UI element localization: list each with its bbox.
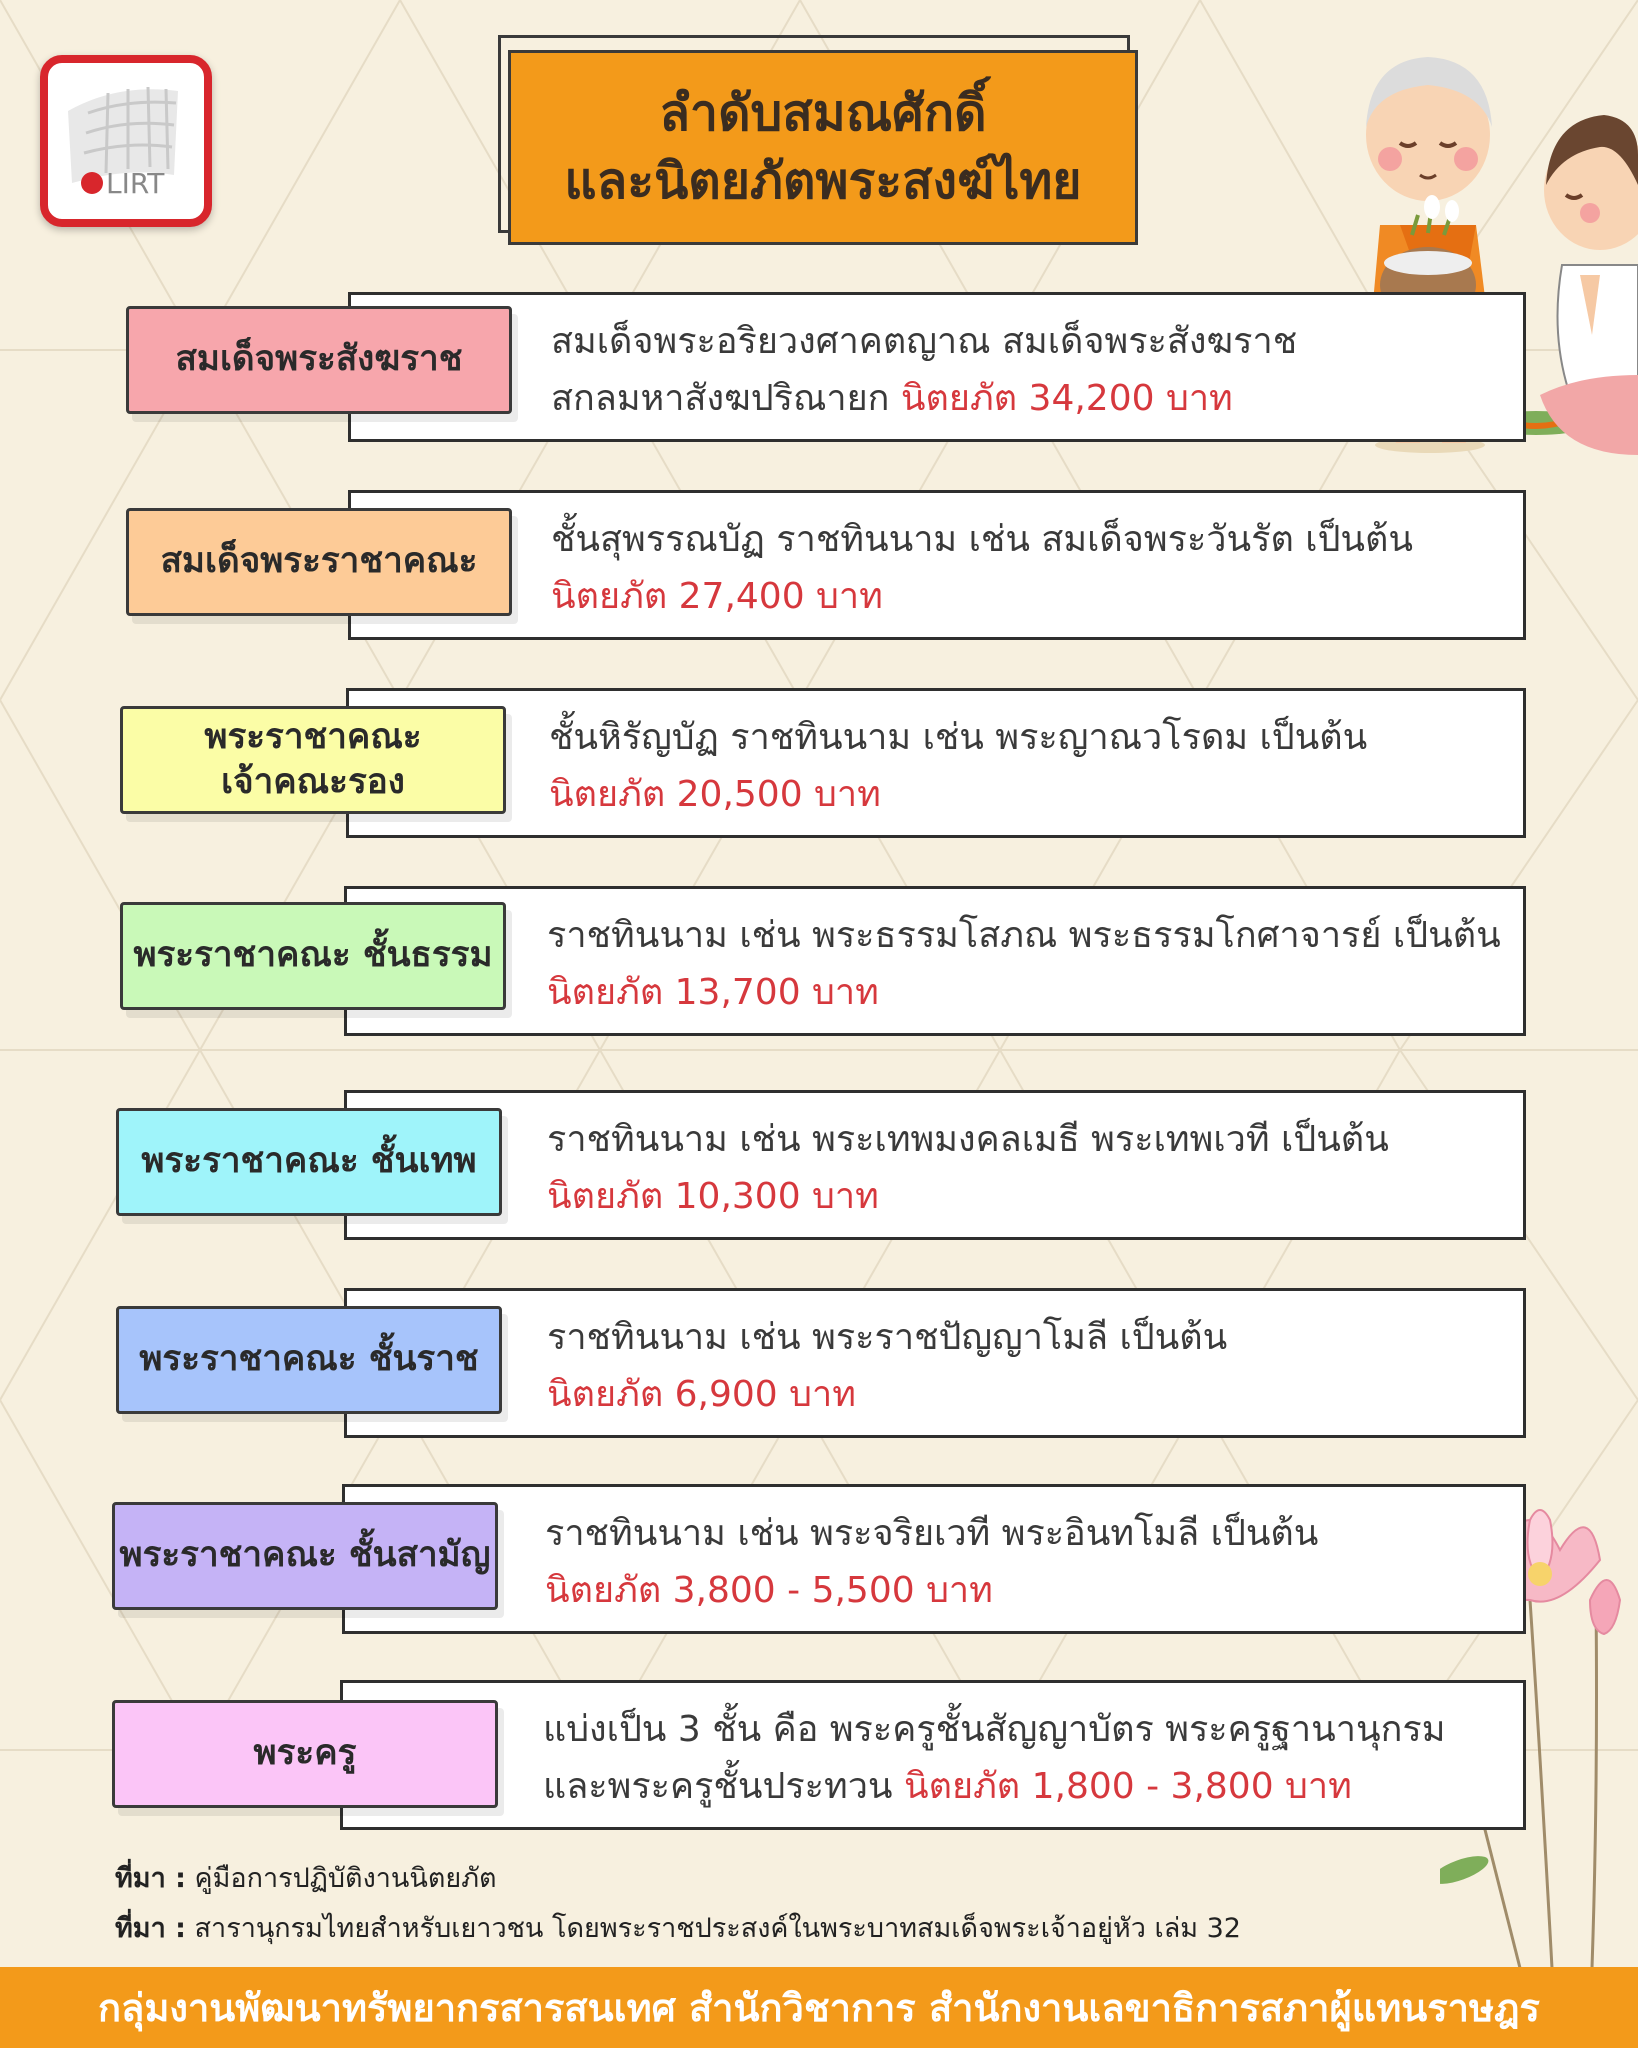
- rank-description-box: [348, 292, 1526, 442]
- footer-banner: [0, 1967, 1638, 2048]
- description-line-2: [551, 568, 1507, 625]
- rank-label-phra-khru: [112, 1700, 498, 1808]
- rank-description: [551, 313, 1507, 427]
- source-text: คู่มือการปฏิบัติงานนิตยภัต: [185, 1863, 497, 1894]
- stipend-amount: นิตยภัต 1,800 - 3,800 บาท: [903, 1766, 1352, 1807]
- description-line-2: [543, 1758, 1507, 1815]
- svg-text:LIRT: LIRT: [106, 167, 165, 200]
- rank-description: [547, 907, 1507, 1021]
- description-line-1: ราชทินนาม เช่น พระจริยเวที พระอินทโมลี เป็นต้น: [545, 1513, 1319, 1554]
- rank-label-text: พระครู: [253, 1733, 357, 1774]
- rank-label-text: สมเด็จพระราชาคณะ: [160, 541, 478, 582]
- rank-description: [549, 709, 1507, 823]
- title-line-1: ลำดับสมณศักดิ์: [659, 84, 987, 142]
- page-title: [508, 50, 1138, 245]
- stipend-amount: นิตยภัต 34,200 บาท: [900, 378, 1233, 419]
- rank-label-phra-rachakhana-chao-khana-rong: [120, 706, 506, 814]
- description-line-1: ราชทินนาม เช่น พระเทพมงคลเมธี พระเทพเวที เป็นต้น: [547, 1119, 1389, 1160]
- description-line-2: [547, 1168, 1507, 1225]
- footer-text: กลุ่มงานพัฒนาทรัพยากรสารสนเทศ สำนักวิชาการ สำนักงานเลขาธิการสภาผู้แทนราษฎร: [98, 1986, 1540, 2030]
- description-line-1: ราชทินนาม เช่น พระธรรมโสภณ พระธรรมโกศาจารย์ เป็นต้น: [547, 915, 1501, 956]
- description-line-2: [551, 370, 1507, 427]
- rank-label-text: พระราชาคณะ ชั้นเทพ: [141, 1141, 477, 1182]
- rank-description-box: [344, 1288, 1526, 1438]
- rank-description: [551, 511, 1507, 625]
- description-line-2: [547, 1366, 1507, 1423]
- rank-label-somdet-phra-rachakhana: [126, 508, 512, 616]
- source-text: สารานุกรมไทยสำหรับเยาวชน โดยพระราชประสงค์ในพระบาทสมเด็จพระเจ้าอยู่หัว เล่ม 32: [185, 1913, 1241, 1944]
- rank-description-box: [344, 886, 1526, 1036]
- source-label: ที่มา :: [115, 1913, 186, 1944]
- rank-description: [543, 1701, 1507, 1815]
- description-text: และพระครูชั้นประทวน: [543, 1766, 904, 1807]
- stipend-amount: นิตยภัต 6,900 บาท: [547, 1374, 856, 1415]
- source-line: [115, 1854, 1241, 1904]
- rank-label-text: พระราชาคณะ ชั้นราช: [139, 1339, 479, 1380]
- stipend-amount: นิตยภัต 13,700 บาท: [547, 972, 879, 1013]
- rank-label-chan-saman: [112, 1502, 498, 1610]
- stipend-amount: นิตยภัต 20,500 บาท: [549, 774, 881, 815]
- rank-description: [545, 1505, 1507, 1619]
- rank-label-text: พระราชาคณะ ชั้นสามัญ: [119, 1535, 491, 1576]
- rank-description-box: [342, 1484, 1526, 1634]
- source-line: [115, 1904, 1241, 1954]
- source-label: ที่มา :: [115, 1863, 186, 1894]
- lirt-logo: [40, 55, 212, 227]
- description-line-1: ชั้นหิรัญบัฏ ราชทินนาม เช่น พระญาณวโรดม เป็นต้น: [549, 717, 1368, 758]
- rank-label-text: พระราชาคณะ ชั้นธรรม: [133, 935, 493, 976]
- description-line-1: สมเด็จพระอริยวงศาคตญาณ สมเด็จพระสังฆราช: [551, 321, 1298, 362]
- rank-description: [547, 1309, 1507, 1423]
- rank-description-box: [340, 1680, 1526, 1830]
- description-line-2: [549, 766, 1507, 823]
- rank-label-text: พระราชาคณะ: [204, 716, 422, 757]
- rank-label-chan-tham: [120, 902, 506, 1010]
- stipend-amount: นิตยภัต 27,400 บาท: [551, 576, 883, 617]
- rank-label-text: เจ้าคณะรอง: [221, 762, 405, 802]
- rank-label-text: สมเด็จพระสังฆราช: [175, 339, 463, 380]
- description-line-1: ราชทินนาม เช่น พระราชปัญญาโมลี เป็นต้น: [547, 1317, 1228, 1358]
- description-line-1: แบ่งเป็น 3 ชั้น คือ พระครูชั้นสัญญาบัตร พระครูฐานานุกรม: [543, 1709, 1446, 1750]
- rank-label-chan-rat: [116, 1306, 502, 1414]
- rank-label-somdet-phra-sangharaja: [126, 306, 512, 414]
- rank-label-chan-thep: [116, 1108, 502, 1216]
- stipend-amount: นิตยภัต 10,300 บาท: [547, 1176, 879, 1217]
- description-text: สกลมหาสังฆปริณายก: [551, 378, 901, 419]
- description-line-2: [545, 1562, 1507, 1619]
- description-line-1: ชั้นสุพรรณบัฏ ราชทินนาม เช่น สมเด็จพระวันรัต เป็นต้น: [551, 519, 1414, 560]
- rank-description-box: [346, 688, 1526, 838]
- sources: [115, 1854, 1241, 1954]
- rank-description-box: [348, 490, 1526, 640]
- description-line-2: [547, 964, 1507, 1021]
- rank-description: [547, 1111, 1507, 1225]
- stipend-amount: นิตยภัต 3,800 - 5,500 บาท: [545, 1570, 993, 1611]
- rank-description-box: [344, 1090, 1526, 1240]
- title-line-2: และนิตยภัตพระสงฆ์ไทย: [564, 151, 1082, 210]
